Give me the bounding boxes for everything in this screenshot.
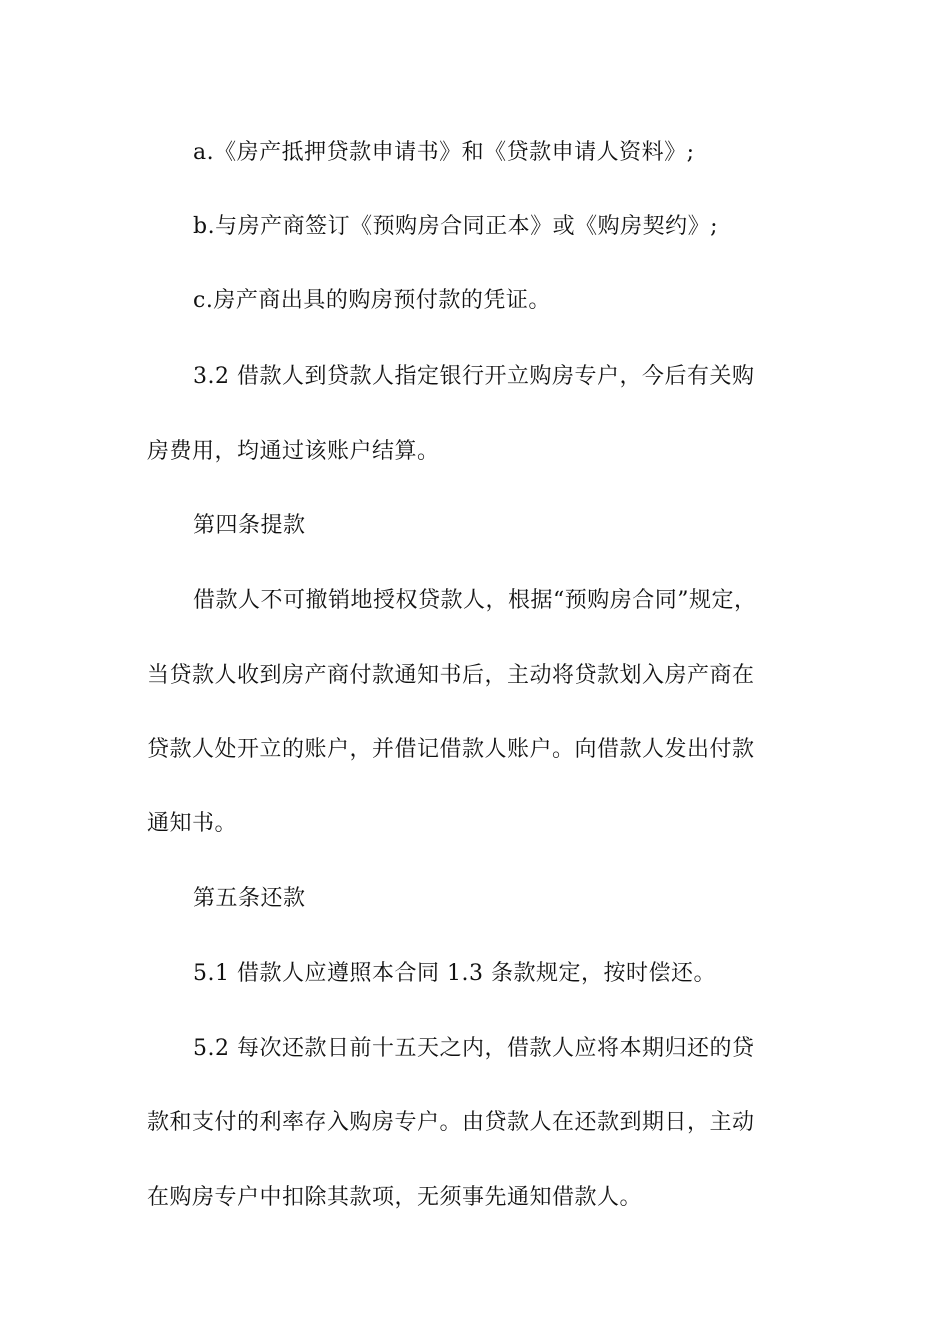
- article-4-para-line-1: 借款人不可撤销地授权贷款人，根据“预购房合同”规定，: [193, 588, 757, 613]
- item-c-prepayment-voucher: c.房产商出具的购房预付款的凭证。: [193, 288, 551, 313]
- article-4-para-line-2: 当贷款人收到房产商付款通知书后，主动将贷款划入房产商在: [147, 663, 755, 688]
- item-a-required-documents: a.《房产抵押贷款申请书》和《贷款申请人资料》;: [193, 140, 695, 165]
- article-4-para-line-4: 通知书。: [147, 811, 238, 836]
- clause-5-2-line-3: 在购房专户中扣除其款项，无须事先通知借款人。: [147, 1185, 643, 1210]
- article-5-heading: 第五条还款: [193, 886, 306, 911]
- clause-3-2-line-1: 3.2 借款人到贷款人指定银行开立购房专户，今后有关购: [193, 364, 755, 389]
- item-b-purchase-contract: b.与房产商签订《预购房合同正本》或《购房契约》;: [193, 214, 718, 239]
- article-4-heading: 第四条提款: [193, 513, 306, 538]
- clause-3-2-line-2: 房费用，均通过该账户结算。: [147, 439, 440, 464]
- clause-5-1: 5.1 借款人应遵照本合同 1.3 条款规定，按时偿还。: [193, 961, 716, 986]
- clause-5-2-line-2: 款和支付的利率存入购房专户。由贷款人在还款到期日，主动: [147, 1110, 755, 1135]
- article-4-para-line-3: 贷款人处开立的账户，并借记借款人账户。向借款人发出付款: [147, 737, 755, 762]
- clause-5-2-line-1: 5.2 每次还款日前十五天之内，借款人应将本期归还的贷: [193, 1036, 755, 1061]
